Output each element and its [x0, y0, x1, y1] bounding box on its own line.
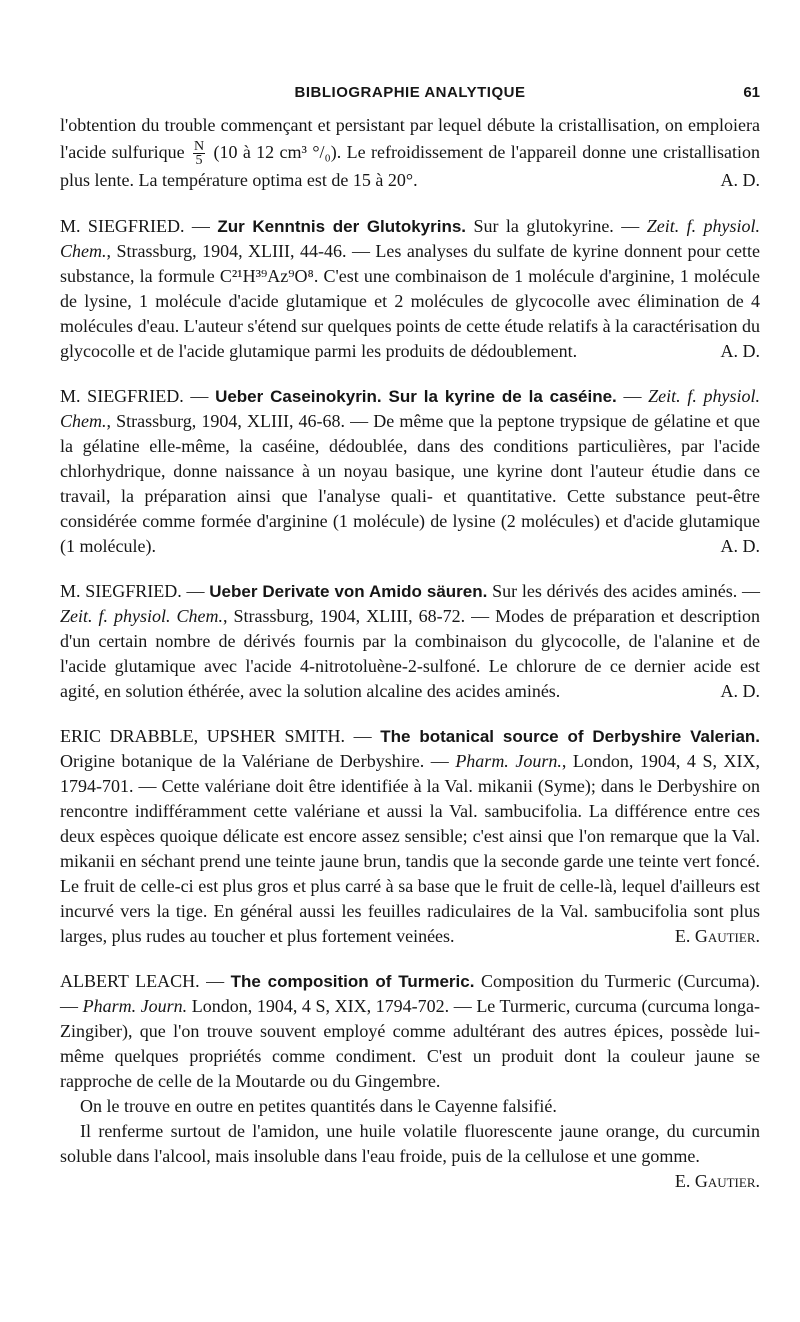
entry-journal: Zeit. f. physiol. Chem.	[60, 216, 761, 262]
entry-text-2: , Strassburg, 1904, XLIII, 44-46. — Les analyses du sulfate de kyrine donnent pour cette substance, la formule C²¹H³⁹Az⁹O⁸. C'est une combinaison de 1 molécule d'arginine, 1 molécule de lysine, 1 molécule d'acide glutamique et 2 molécules de glycocolle avec élimination de 4 molécules d'eau. L'auteur s'étend sur quelques points de cette étude relatifs à la caractérisation du glycocolle et de l'acide glutamique parmi les produits de dédoublement.	[60, 241, 760, 362]
entry-glutokyrine	[60, 214, 760, 364]
entry-text-2: London, 1904, 4 S, XIX, 1794-702. — Le Turmeric, curcuma (curcuma longa-Zingiber), que l'on trouve souvent employé comme adultérant des autres épices, possède lui-même quelques propriétés comme condiment. C'est un produit dont la couleur jaune se rapproche de celle de la Moutarde ou du Gingembre.	[60, 996, 761, 1092]
running-title: BIBLIOGRAPHIE ANALYTIQUE	[294, 84, 526, 101]
entry-author: M. SIEGFRIED. —	[60, 216, 210, 237]
entry-paragraph	[60, 214, 760, 364]
entry-derbyshire-valerian	[60, 724, 760, 949]
entry-signature: A. D.	[720, 681, 760, 702]
intro-text-a: l'obtention du trouble commençant et persistant par lequel débute la cristallisation, on emploiera l'acide sulfurique	[60, 115, 760, 162]
entry-title: Ueber Caseinokyrin. Sur la kyrine de la caséine.	[215, 387, 617, 407]
entry-journal: Zeit. f. physiol. Chem.	[60, 386, 761, 432]
entry-text-1: Sur les dérivés des acides aminés. —	[492, 581, 761, 602]
entry-author: M. SIEGFRIED. —	[60, 581, 205, 602]
entry-title: The composition of Turmeric.	[230, 972, 475, 992]
entry-author: ERIC DRABBLE, UPSHER SMITH. —	[60, 726, 372, 747]
entry-amido-sauren	[60, 579, 760, 704]
entry-signature: A. D.	[720, 341, 760, 362]
entry-journal: Pharm. Journ.	[82, 996, 188, 1017]
entry-paragraph	[60, 579, 760, 704]
entry-paragraph-3	[60, 1119, 760, 1192]
page-header	[60, 84, 760, 108]
fraction-numerator: N	[193, 139, 205, 155]
fraction-denominator: 5	[195, 153, 203, 169]
page-body	[60, 112, 760, 1194]
entry-text-2: , London, 1904, 4 S, XIX, 1794-701. — Cette valériane doit être identifiée à la Val. mikanii (Syme); dans le Derbyshire on rencontre indifféramment cette valériane et aussi la Val. sambucifolia. La différence entre ces deux espèces quoique délicate est encore assez sensible; c'est ainsi que l'on remarque que la Val. mikanii en séchant prend une teinte jaune brun, tandis que la seconde garde une teinte vert foncé. Le fruit de celle-ci est plus gros et plus carré à sa base que le fruit de celle-là, lequel d'ailleurs est incurvé vers la tige. En général aussi les feuilles radiculaires de la Val. sambucifolia sont plus larges, plus rudes au toucher et plus fortement veinées.	[60, 751, 761, 947]
entry-text-1: Sur la glutokyrine. —	[473, 216, 640, 237]
entry-title: The botanical source of Derbyshire Valerian.	[380, 727, 761, 747]
page-number: 61	[743, 84, 760, 101]
entry-journal: Zeit. f. physiol. Chem.	[60, 606, 223, 627]
entry-text-2: , Strassburg, 1904, XLIII, 46-68. — De même que la peptone trypsique de gélatine et que la gélatine elle-même, la caséine, dédoublée, dans des conditions particulières, par l'acide chlorhydrique, donne naissance à un noyau basique, une kyrine dont l'auteur étudie dans ce travail, la préparation ainsi que l'analyse quali- et quantitative. Cette substance peut-être considérée comme formée d'arginine (1 molécule) de lysine (2 molécules) et d'acide glutamique (1 molécule).	[60, 411, 760, 557]
entry-signature: E. Gautier.	[674, 1171, 760, 1192]
entry-text-1: Composition du Turmeric (Curcuma). —	[60, 971, 761, 1017]
entry-journal: Pharm. Journ.	[455, 751, 562, 772]
fraction	[193, 140, 205, 167]
intro-signature: A. D.	[720, 170, 760, 191]
entry-author: ALBERT LEACH. —	[60, 971, 225, 992]
intro-text-b: (10 à 12 cm³ °/₀). Le refroidissement de l'appareil donne une cristallisation plus lente. La température optima est de 15 à 20°.	[60, 142, 760, 191]
entry-turmeric	[60, 969, 760, 1194]
entry-paragraph	[60, 724, 760, 949]
entry-paragraph	[60, 969, 760, 1094]
entry-signature: A. D.	[720, 536, 760, 557]
entry-text-2: , Strassburg, 1904, XLIII, 68-72. — Modes de préparation et description d'un certain nombre de dérivés fournis par la combinaison du glycocolle, de l'alanine et de l'acide glutamique avec l'acide 4-nitrotoluène-2-sulfoné. Le chlorure de ce dernier acide est agité, en solution éthérée, avec la solution alcaline des acides aminés.	[60, 606, 760, 702]
entry-paragraph-2: On le trouve en outre en petites quantités dans le Cayenne falsifié.	[80, 1096, 557, 1117]
entry-signature: E. Gautier.	[674, 926, 760, 947]
entry-title: Zur Kenntnis der Glutokyrins.	[217, 217, 467, 237]
entry-text-1: Origine botanique de la Valériane de Derbyshire. —	[60, 751, 449, 772]
entry-text-3: Il renferme surtout de l'amidon, une huile volatile fluorescente jaune orange, du curcumin soluble dans l'alcool, mais insoluble dans l'eau froide, puis de la cellulose et une gomme.	[60, 1121, 760, 1167]
entry-author: M. SIEGFRIED. —	[60, 386, 209, 407]
entry-title: Ueber Derivate von Amido säuren.	[209, 582, 488, 602]
entry-caseinokyrin	[60, 384, 760, 559]
entry-text-1: —	[623, 386, 642, 407]
intro-paragraph	[60, 112, 760, 194]
entry-paragraph	[60, 384, 760, 559]
